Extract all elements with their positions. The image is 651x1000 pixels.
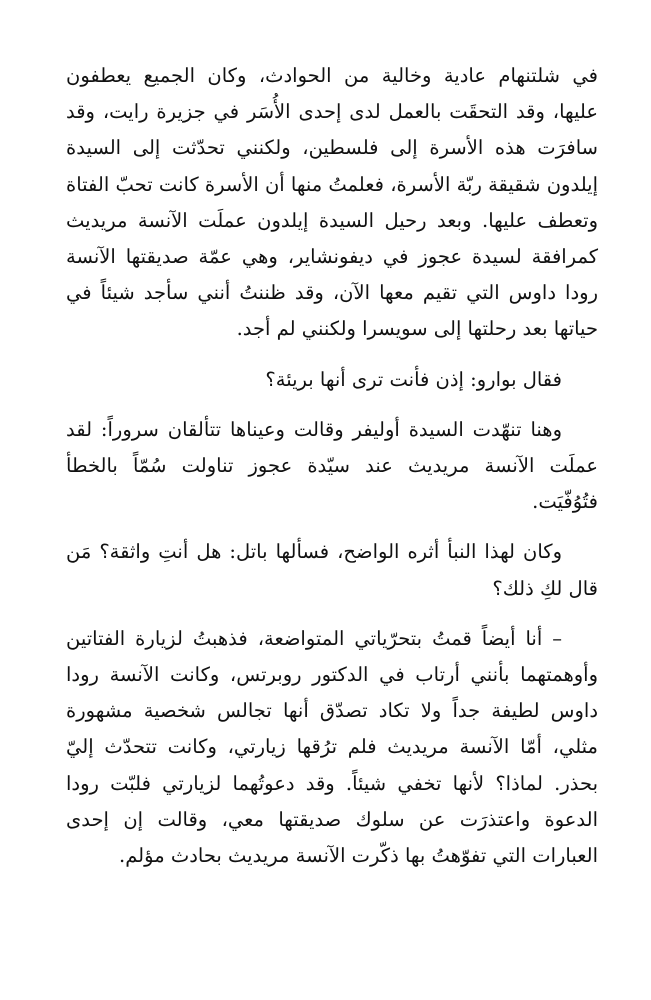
paragraph-4: وكان لهذا النبأ أثره الواضح، فسألها باتل: هل أنتِ واثقة؟ مَن قال لكِ ذلك؟ — [66, 540, 598, 600]
paragraph-2: فقال بوارو: إذن فأنت ترى أنها بريئة؟ — [265, 367, 562, 391]
paragraph-1: في شلتنهام عادية وخالية من الحوادث، وكان الجميع يعطفون عليها، وقد التحقَت بالعمل لدى إحدى الأُسَر في جزيرة رايت، وقد سافرَت هذه الأسرة إلى فلسطين، ولكنني تحدّثت إلى السيدة إيلدون شقيقة ربّة الأسرة، فعلمتُ منها أن الأسرة كانت تحبّ الفتاة وتعطف عليها. وبعد رحيل السيدة إيلدون عملَت الآنسة مريديث كمرافقة لسيدة عجوز في ديفونشاير، وهي عمّة صديقتها الآنسة رودا داوس التي تقيم معها الآن، وقد ظننتُ أنني سأجد شيئاً في حياتها بعد رحلتها إلى سويسرا ولكنني لم أجد. — [66, 64, 598, 341]
paragraph-3: وهنا تنهّدت السيدة أوليفر وقالت وعيناها تتألقان سروراً: لقد عملَت الآنسة مريديث عند سيّدة عجوز تناولت سُمّاً بالخطأ فتُوُفّيَت. — [66, 417, 598, 514]
paragraph-5: – أنا أيضاً قمتُ بتحرّياتي المتواضعة، فذهبتُ لزيارة الفتاتين وأوهمتهما بأنني أرتاب في الدكتور روبرتس، وكانت الآنسة رودا داوس لطيفة جداً ولا تكاد تصدّق أنها تجالس شخصية مشهورة مثلي، أمّا الآنسة مريديث فلم ترُقها زيارتي، وكانت تتحدّث إليّ بحذر. لماذا؟ لأنها تخفي شيئاً. وقد دعوتُهما لزيارتي فلبّت رودا الدعوة واعتذرَت عن سلوك صديقتها معي، وقالت إن إحدى العبارات التي تفوّهتُ بها ذكّرت الآنسة مريديث بحادث مؤلم. — [66, 626, 598, 868]
book-page — [66, 58, 598, 874]
